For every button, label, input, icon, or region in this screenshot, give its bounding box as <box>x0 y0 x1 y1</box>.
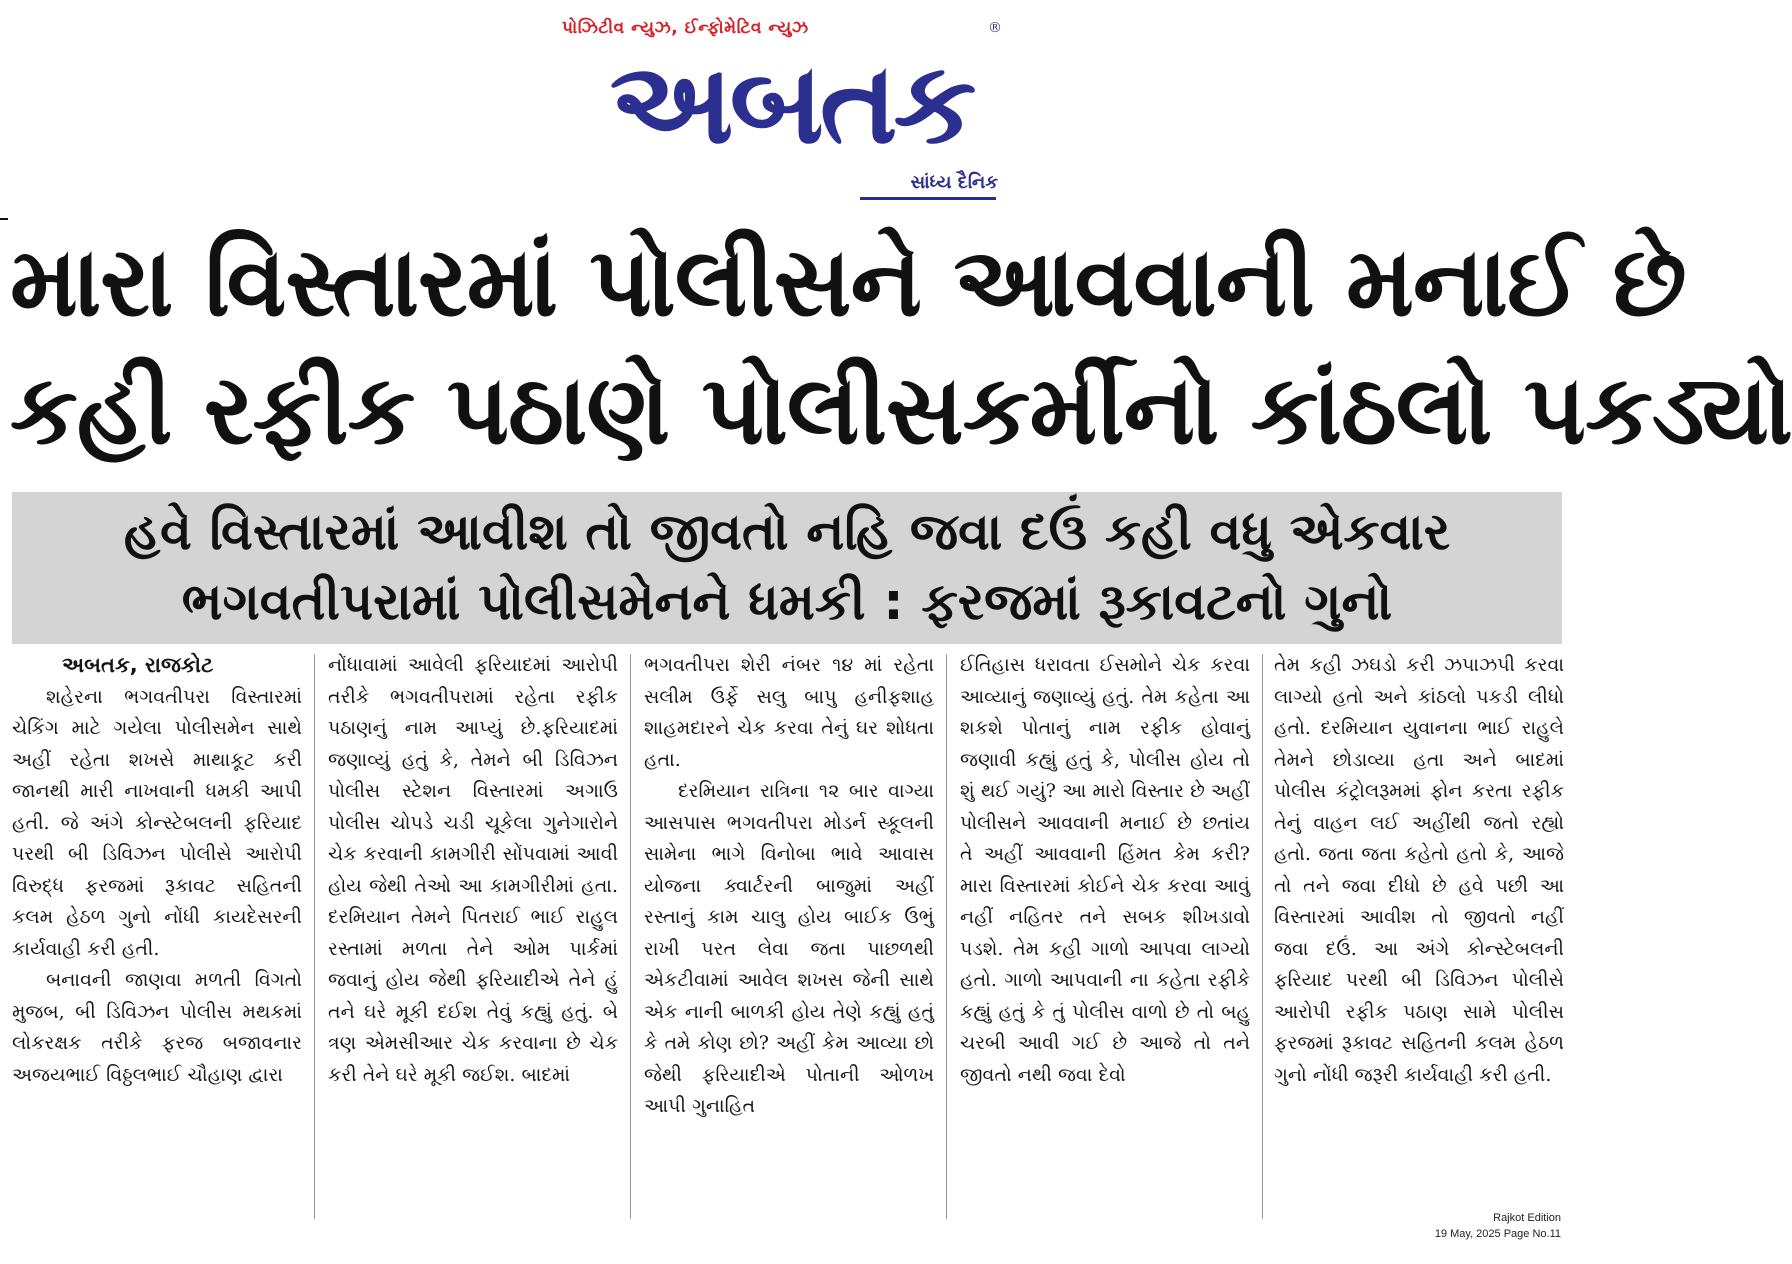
article-paragraph: ઈતિહાસ ધરાવતા ઈસમોને ચેક કરવા આવ્યાનું જણાવ્યું હતું. તેમ કહેતા આ શકશે પોતાનું નામ રફીક હોવાનું જણાવી કહ્યું હતું કે, પોલીસ હોય તો શું થઈ ગયું? આ મારો વિસ્તાર છે અહીં પોલીસને આવવાની મનાઈ છે છતાંય તે અહીં આવવાની હિંમત કેમ કરી? મારા વિસ્તારમાં કોઈને ચેક કરવા આવું નહીં નહિતર તને સબક શીખડાવો પડશે. તેમ કહી ગાળો આપવા લાગ્યો હતો. ગાળો આપવાની ના કહેતા રફીકે કહ્યું હતું કે તું પોલીસ વાળો છે તો બહુ ચરબી આવી ગઈ છે આજે તો તને જીવતો નથી જવા દેવો <box>960 654 1250 1086</box>
article-column-1 <box>12 650 302 1225</box>
article-paragraph: શહેરના ભગવતીપરા વિસ્તારમાં ચેકિંગ માટે ગયેલા પોલીસમેન સાથે અહીં રહેતા શખસે માથાકૂટ કરી જાનથી મારી નાખવાની ધમકી આપી હતી. જે અંગે કોન્સ્ટેબલની ફરિયાદ પરથી બી ડિવિઝન પોલીસે આરોપી વિરુદ્ધ ફરજમાં રૂકાવટ સહિતની કલમ હેઠળ ગુનો નોંધી કાયદેસરની કાર્યવાહી કરી હતી. <box>12 685 302 960</box>
column-divider <box>630 654 631 1219</box>
newspaper-logo: અબતક <box>609 39 973 169</box>
article-column-2 <box>328 650 618 1225</box>
article-paragraph: દરમિયાન રાત્રિના ૧૨ બાર વાગ્યા આસપાસ ભગવતીપરા મોડર્ન સ્કૂલની સામેના ભાગે વિનોબા ભાવે આવાસ યોજના ક્વાર્ટરની બાજુમાં અહીં રસ્તાનું કામ ચાલુ હોય બાઈક ઉભું રાખી પરત લેવા જતા પાછળથી એકટીવામાં આવેલ શખસ જેની સાથે એક નાની બાળકી હોય તેણે કહ્યું હતું કે તમે કોણ છો? અહીં કેમ આવ્યા છો જેથી ફરિયાદીએ પોતાની ઓળખ આપી ગુનાહિત <box>644 780 934 1117</box>
masthead <box>560 14 1010 204</box>
article-paragraph: બનાવની જાણવા મળતી વિગતો મુજબ, બી ડિવિઝન પોલીસ મથકમાં લોકરક્ષક તરીકે ફરજ બજાવનાર અજયભાઈ વિઠ્ઠલભાઈ ચૌહાણ દ્વારા <box>12 969 302 1086</box>
masthead-rule <box>860 197 996 200</box>
dateline: અબતક, રાજકોટ <box>62 653 214 677</box>
subheadline-box <box>12 492 1562 644</box>
article-body <box>12 650 1564 1225</box>
date-page-label: 19 May, 2025 Page No.11 <box>1434 1228 1561 1240</box>
subheadline-line-1: હવે વિસ્તારમાં આવીશ તો જીવતો નહિ જવા દઉં કહી વધુ એકવાર <box>123 503 1451 562</box>
article-column-5 <box>1274 650 1564 1225</box>
article-column-3 <box>644 650 934 1225</box>
masthead-tagline: પોઝિટીવ ન્યુઝ, ઈન્ફોમેટિવ ન્યુઝ <box>562 18 809 38</box>
column-divider <box>1262 654 1263 1219</box>
article-paragraph: નોંધાવામાં આવેલી ફરિયાદમાં આરોપી તરીકે ભગવતીપરામાં રહેતા રફીક પઠાણનું નામ આપ્યું છે.ફરિયાદમાં જણાવ્યું હતું કે, તેમને બી ડિવિઝન પોલીસ સ્ટેશન વિસ્તારમાં અગાઉ પોલીસ ચોપડે ચડી ચૂકેલા ગુનેગારોને ચેક કરવાની કામગીરી સોંપવામાં આવી હોય જેથી તેઓ આ કામગીરીમાં હતા. દરમિયાન તેમને પિતરાઈ ભાઈ રાહુલ રસ્તામાં મળતા તેને ઓમ પાર્કમાં જવાનું હોય જેથી ફરિયાદીએ તેને હું તને ઘરે મૂકી દઈશ તેવું કહ્યું હતું. બે ત્રણ એમસીઆર ચેક કરવાના છે ચેક કરી તેને ઘરે મૂકી જઈશ. બાદમાં <box>328 654 618 1086</box>
headline-line-2: કહી રફીક પઠાણે પોલીસકર્મીનો કાંઠલો પકડ્યો <box>10 354 1792 466</box>
headline-line-1: મારા વિસ્તારમાં પોલીસને આવવાની મનાઈ છે <box>10 226 1686 338</box>
column-divider <box>314 654 315 1219</box>
article-column-4 <box>960 650 1250 1225</box>
article-paragraph: તેમ કહી ઝઘડો કરી ઝપાઝપી કરવા લાગ્યો હતો અને કાંઠલો પકડી લીધો હતો. દરમિયાન યુવાનના ભાઈ રાહુલે તેમને છોડાવ્યા હતા અને બાદમાં પોલીસ કંટ્રોલરૂમમાં ફોન કરતા રફીક તેનું વાહન લઈ અહીંથી જતો રહ્યો હતો. જતા જતા કહેતો હતો કે, આજે તો તને જવા દીધો છે હવે પછી આ વિસ્તારમાં આવીશ તો જીવતો નહીં જવા દઉં. આ અંગે કોન્સ્ટેબલની ફરિયાદ પરથી બી ડિવિઝન પોલીસે આરોપી રફીક પઠાણ સામે પોલીસ ફરજમાં રૂકાવટ સહિતની કલમ હેઠળ ગુનો નોંધી જરૂરી કાર્યવાહી કરી હતી. <box>1274 654 1564 1086</box>
masthead-subtitle: સાંધ્ય દૈનિક <box>910 172 998 193</box>
column-divider <box>946 654 947 1219</box>
article-paragraph: ભગવતીપરા શેરી નંબર ૧૪ માં રહેતા સલીમ ઉર્ફે સલુ બાપુ હનીફશાહ શાહમદારને ચેક કરવા તેનું ઘર શોધતા હતા. <box>644 654 934 771</box>
subheadline-line-2: ભગવતીપરામાં પોલીસમેનને ધમકી : ફરજમાં રૂકાવટનો ગુનો <box>181 573 1393 632</box>
margin-tick <box>0 218 8 220</box>
page-footer <box>1435 1210 1561 1242</box>
registered-mark: ® <box>988 20 1002 36</box>
edition-label: Rajkot Edition <box>1493 1212 1561 1224</box>
headline <box>10 218 1792 474</box>
